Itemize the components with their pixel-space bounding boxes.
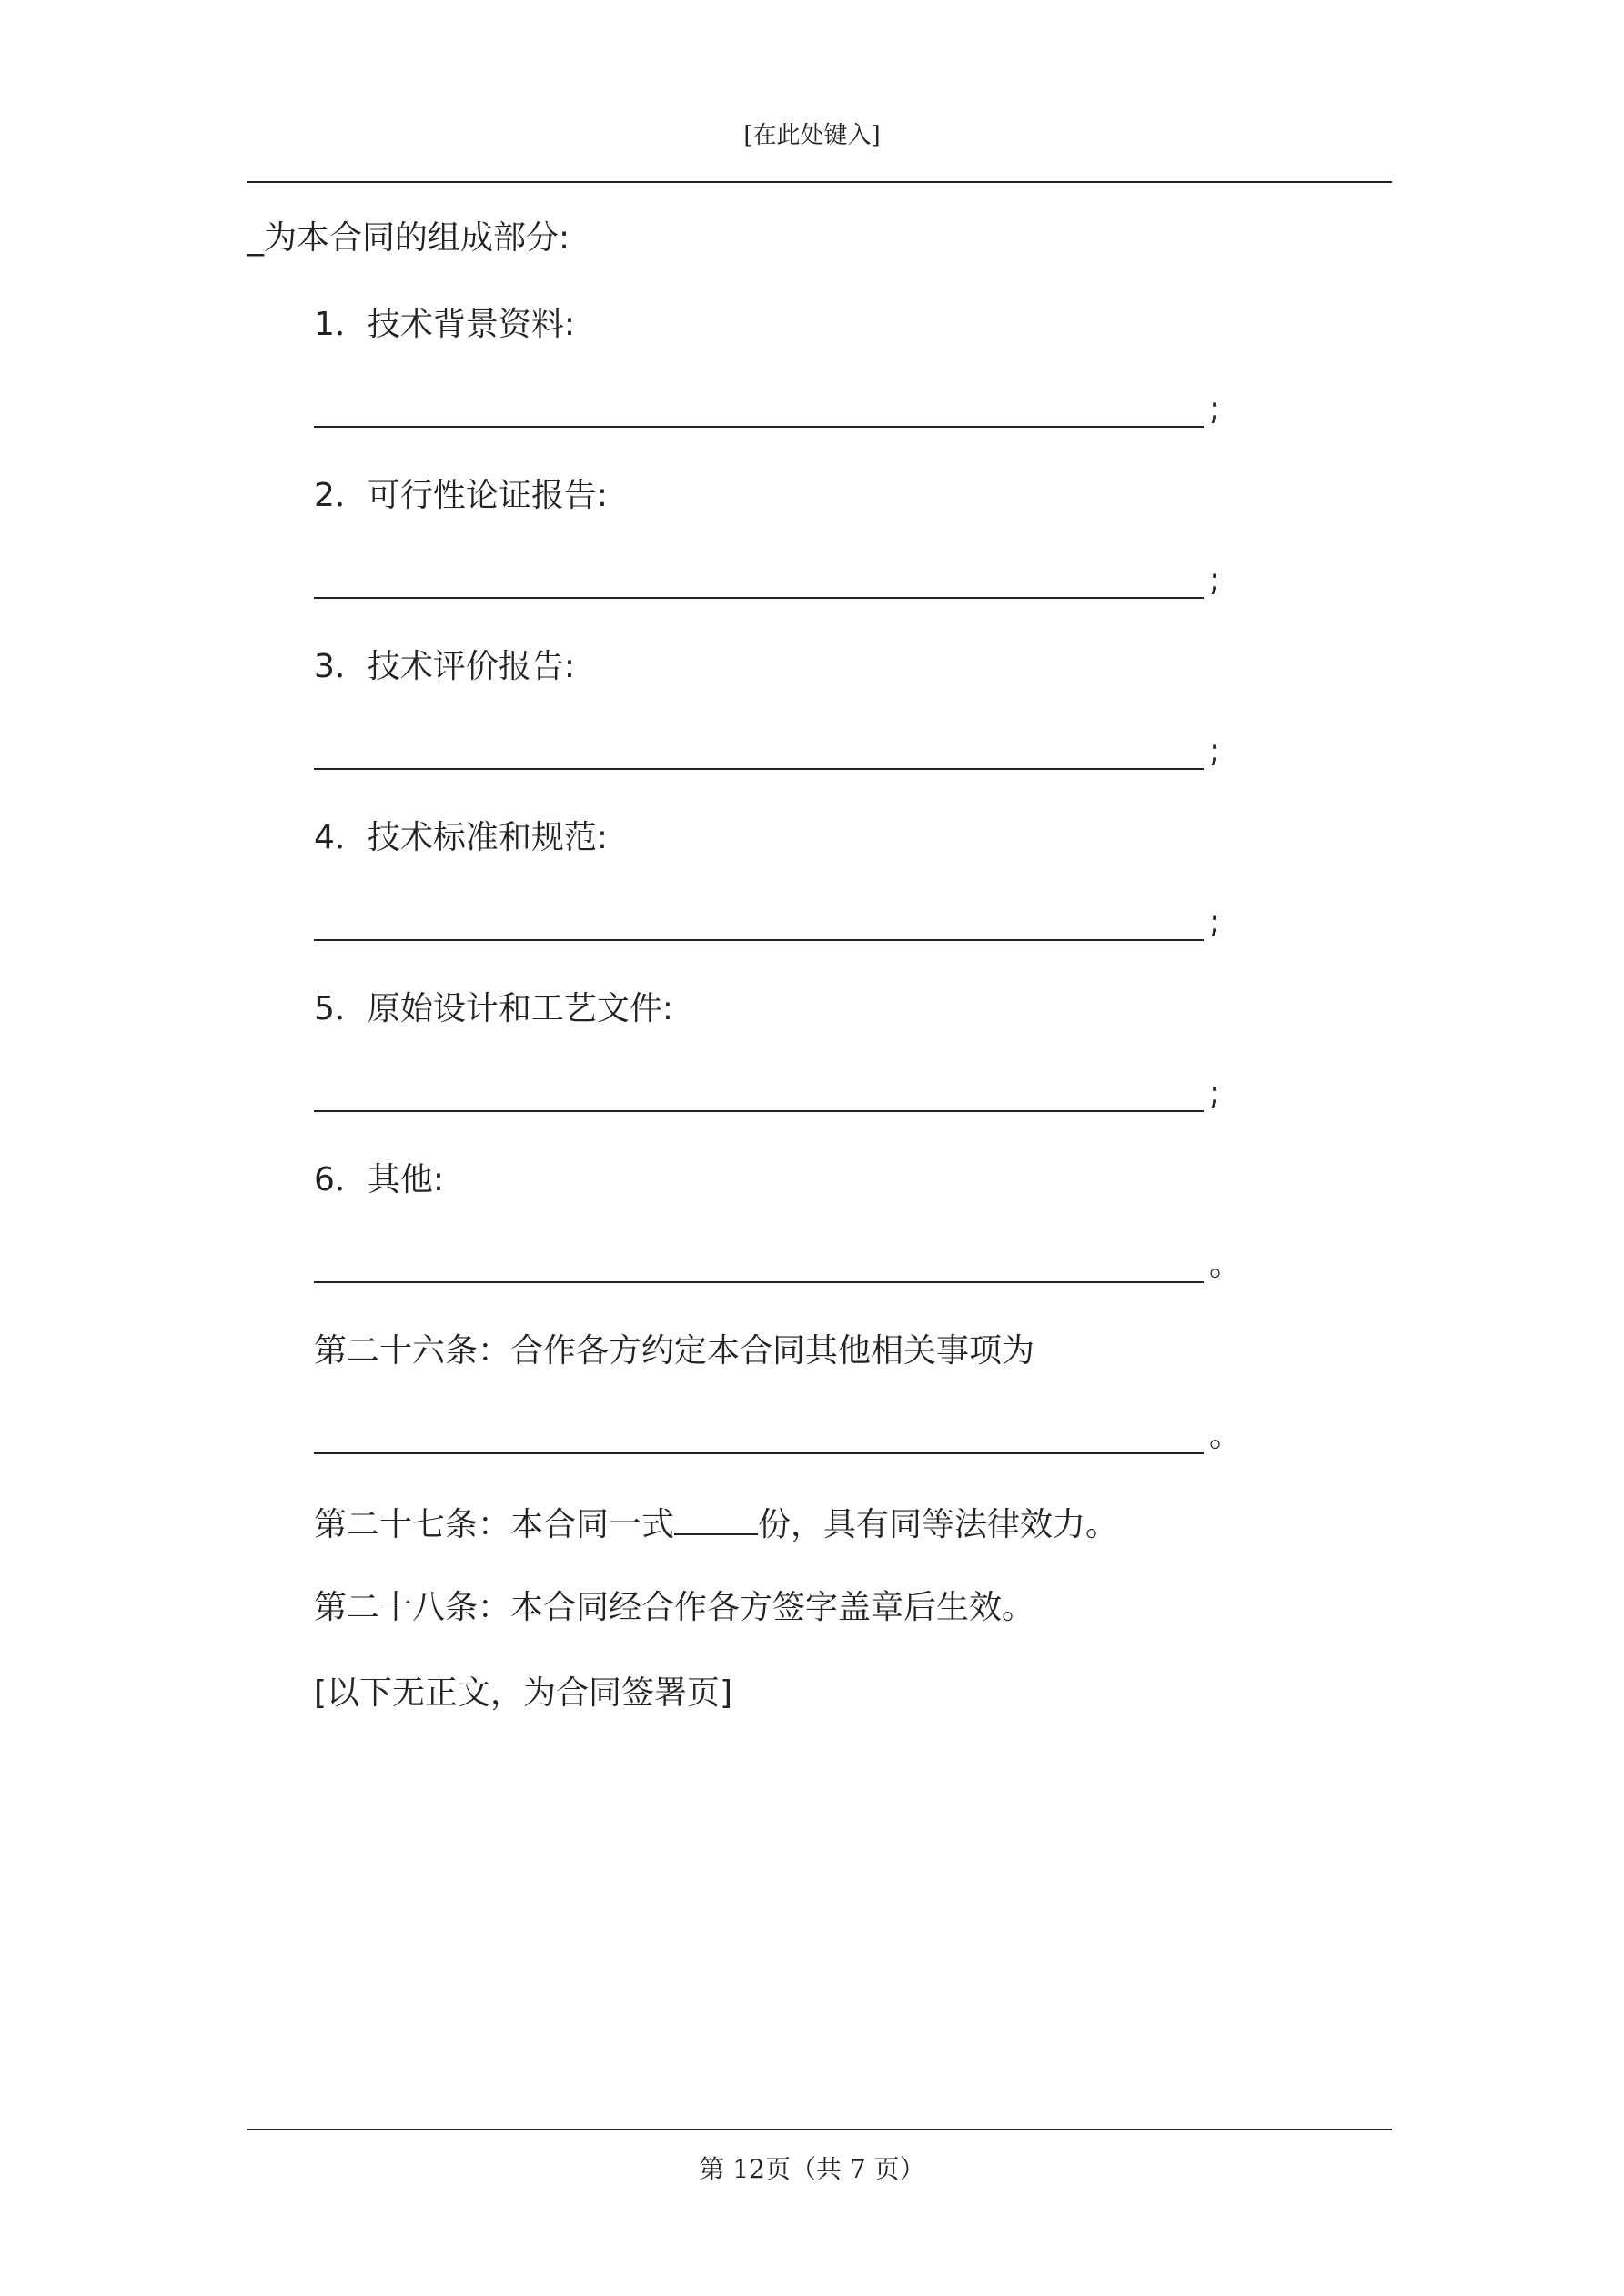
page-header: [在此处键入] — [743, 122, 881, 149]
line-end-punct: ; — [1209, 1075, 1221, 1112]
article-27-after: 份，具有同等法律效力。 — [758, 1506, 1119, 1543]
article-28-text: 第二十八条：本合同经合作各方签字盖章后生效。 — [314, 1589, 1035, 1626]
line-end-punct: 。 — [1209, 1417, 1243, 1454]
item-1-label: 1．技术背景资料: — [314, 306, 576, 343]
line-end-punct: ; — [1209, 390, 1221, 428]
article-27-before: 第二十七条：本合同一式 — [314, 1506, 675, 1543]
fill-in-line — [314, 597, 1204, 599]
closing-note: [以下无正文，为合同签署页] — [314, 1674, 733, 1712]
line-end-punct: 。 — [1209, 1246, 1243, 1283]
item-5-label: 5．原始设计和工艺文件: — [314, 990, 674, 1027]
fill-in-line — [314, 939, 1204, 941]
line-end-punct: ; — [1209, 904, 1221, 941]
item-6-label: 6．其他: — [314, 1161, 445, 1199]
item-3-label: 3．技术评价报告: — [314, 648, 576, 685]
fill-in-line — [314, 1281, 1204, 1283]
article-27-text — [314, 1502, 1118, 1545]
fill-in-line — [314, 426, 1204, 428]
fill-in-line — [314, 1452, 1204, 1454]
page-footer: 第 12页（共 7 页） — [699, 2154, 925, 2184]
fill-in-line — [314, 768, 1204, 770]
article-26-text: 第二十六条：合作各方约定本合同其他相关事项为 — [314, 1332, 1035, 1370]
item-2-label: 2．可行性论证报告: — [314, 477, 609, 514]
item-4-label: 4．技术标准和规范: — [314, 819, 609, 856]
intro-text: _为本合同的组成部分: — [247, 219, 570, 257]
line-end-punct: ; — [1209, 733, 1221, 770]
line-end-punct: ; — [1209, 561, 1221, 599]
footer-rule — [247, 2129, 1392, 2130]
header-rule — [247, 181, 1392, 183]
fill-in-line — [314, 1110, 1204, 1112]
copies-blank — [674, 1502, 758, 1535]
